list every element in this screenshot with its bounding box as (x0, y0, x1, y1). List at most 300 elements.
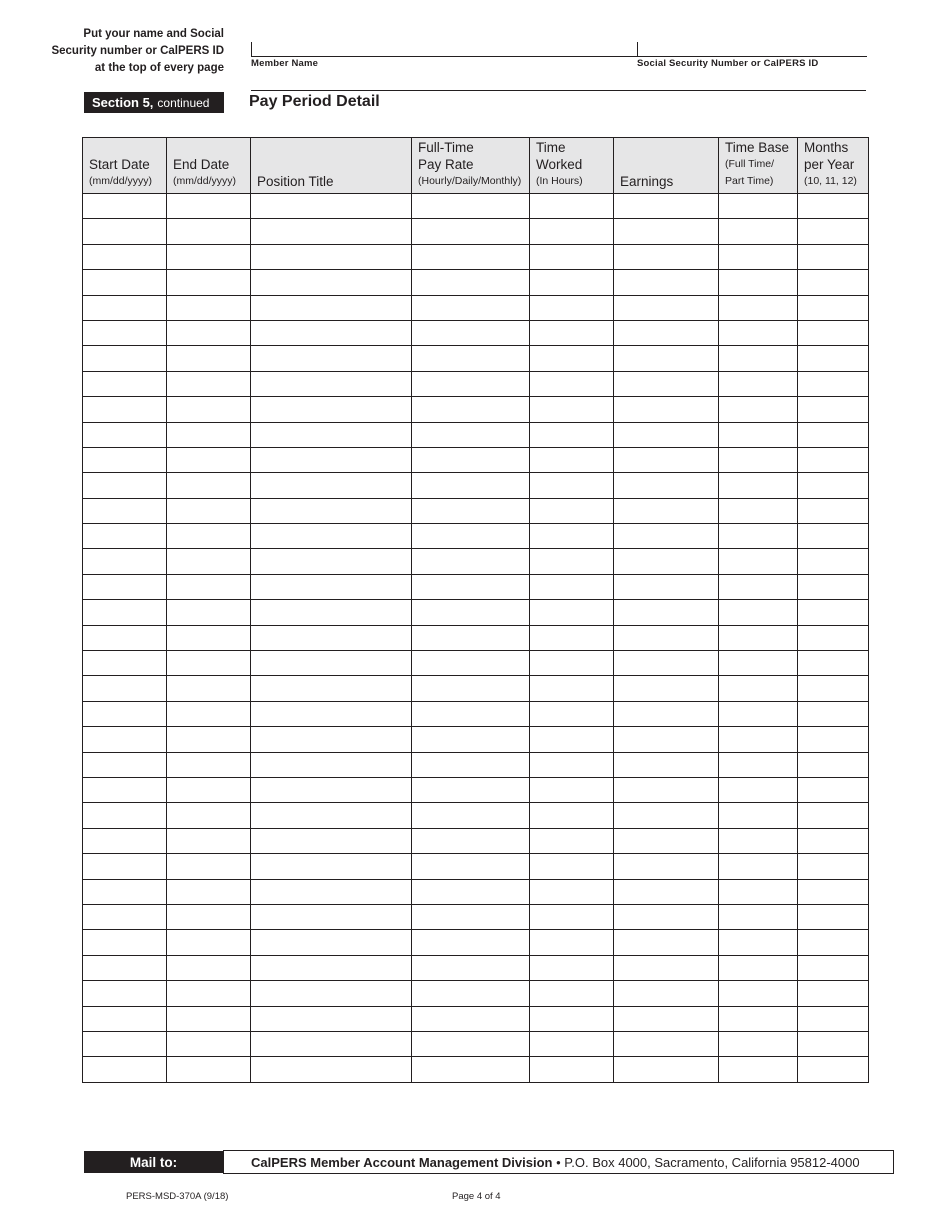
table-cell[interactable] (83, 955, 167, 980)
table-cell[interactable] (719, 828, 798, 853)
table-cell[interactable] (83, 854, 167, 879)
table-cell[interactable] (83, 397, 167, 422)
table-cell[interactable] (798, 854, 869, 879)
table-row (83, 879, 869, 904)
table-cell[interactable] (251, 600, 412, 625)
table-cell[interactable] (251, 524, 412, 549)
table-cell[interactable] (412, 524, 530, 549)
table-cell[interactable] (530, 320, 614, 345)
page-instructions (40, 26, 224, 77)
table-cell[interactable] (412, 955, 530, 980)
table-cell[interactable] (167, 422, 251, 447)
table-cell[interactable] (412, 320, 530, 345)
table-cell[interactable] (614, 270, 719, 295)
table-cell[interactable] (412, 498, 530, 523)
table-cell[interactable] (251, 904, 412, 929)
table-cell[interactable] (798, 473, 869, 498)
section-title: Pay Period Detail (249, 93, 380, 110)
table-cell[interactable] (251, 803, 412, 828)
table-cell[interactable] (83, 244, 167, 269)
table-cell[interactable] (251, 270, 412, 295)
table-cell[interactable] (251, 574, 412, 599)
table-cell[interactable] (167, 1031, 251, 1056)
table-cell[interactable] (719, 600, 798, 625)
table-cell[interactable] (251, 955, 412, 980)
table-cell[interactable] (412, 981, 530, 1006)
table-cell[interactable] (530, 777, 614, 802)
table-cell[interactable] (83, 727, 167, 752)
table-cell[interactable] (167, 803, 251, 828)
table-cell[interactable] (798, 777, 869, 802)
table-cell[interactable] (719, 524, 798, 549)
table-cell[interactable] (719, 930, 798, 955)
table-cell[interactable] (719, 447, 798, 472)
table-cell[interactable] (798, 270, 869, 295)
table-cell[interactable] (167, 955, 251, 980)
table-cell[interactable] (251, 981, 412, 1006)
table-cell[interactable] (251, 1057, 412, 1082)
table-row (83, 1006, 869, 1031)
table-cell[interactable] (798, 574, 869, 599)
table-cell[interactable] (412, 777, 530, 802)
table-cell[interactable] (614, 828, 719, 853)
table-cell[interactable] (719, 473, 798, 498)
table-cell[interactable] (167, 549, 251, 574)
table-cell[interactable] (719, 752, 798, 777)
table-cell[interactable] (251, 194, 412, 219)
table-cell[interactable] (530, 955, 614, 980)
table-cell[interactable] (798, 371, 869, 396)
table-cell[interactable] (251, 651, 412, 676)
table-cell[interactable] (798, 752, 869, 777)
table-cell[interactable] (614, 600, 719, 625)
table-row (83, 270, 869, 295)
table-cell[interactable] (251, 701, 412, 726)
table-cell[interactable] (83, 320, 167, 345)
table-cell[interactable] (83, 777, 167, 802)
table-cell[interactable] (798, 549, 869, 574)
table-cell[interactable] (798, 498, 869, 523)
table-cell[interactable] (798, 194, 869, 219)
table-cell[interactable] (412, 244, 530, 269)
table-cell[interactable] (412, 752, 530, 777)
table-row (83, 447, 869, 472)
mail-address: P.O. Box 4000, Sacramento, California 95812-4000 (564, 1154, 860, 1170)
table-cell[interactable] (167, 447, 251, 472)
table-cell[interactable] (530, 549, 614, 574)
table-cell[interactable] (412, 371, 530, 396)
table-cell[interactable] (798, 955, 869, 980)
table-cell[interactable] (614, 295, 719, 320)
table-cell[interactable] (530, 828, 614, 853)
column-header-hint: (Full Time/ (725, 158, 775, 170)
table-cell[interactable] (412, 549, 530, 574)
table-cell[interactable] (530, 371, 614, 396)
table-cell[interactable] (412, 422, 530, 447)
table-cell[interactable] (251, 549, 412, 574)
table-cell[interactable] (412, 219, 530, 244)
table-cell[interactable] (167, 1006, 251, 1031)
table-cell[interactable] (167, 981, 251, 1006)
table-cell[interactable] (614, 498, 719, 523)
table-cell[interactable] (83, 651, 167, 676)
table-cell[interactable] (83, 346, 167, 371)
table-cell[interactable] (251, 854, 412, 879)
table-cell[interactable] (798, 524, 869, 549)
table-cell[interactable] (251, 371, 412, 396)
table-cell[interactable] (614, 651, 719, 676)
table-cell[interactable] (614, 701, 719, 726)
table-cell[interactable] (167, 600, 251, 625)
table-cell[interactable] (614, 447, 719, 472)
table-cell[interactable] (719, 397, 798, 422)
table-cell[interactable] (412, 1031, 530, 1056)
table-cell[interactable] (798, 346, 869, 371)
table-cell[interactable] (798, 447, 869, 472)
table-cell[interactable] (251, 422, 412, 447)
table-cell[interactable] (167, 244, 251, 269)
table-cell[interactable] (719, 879, 798, 904)
table-cell[interactable] (719, 219, 798, 244)
table-cell[interactable] (614, 219, 719, 244)
table-cell[interactable] (798, 701, 869, 726)
table-cell[interactable] (798, 930, 869, 955)
table-cell[interactable] (167, 194, 251, 219)
table-cell[interactable] (719, 904, 798, 929)
table-cell[interactable] (83, 422, 167, 447)
table-cell[interactable] (251, 752, 412, 777)
table-row (83, 777, 869, 802)
column-header-label: Start Date (89, 157, 150, 172)
table-cell[interactable] (412, 828, 530, 853)
table-cell[interactable] (614, 854, 719, 879)
table-cell[interactable] (614, 194, 719, 219)
table-cell[interactable] (719, 270, 798, 295)
table-cell[interactable] (530, 574, 614, 599)
ssn-field[interactable] (637, 42, 867, 57)
table-cell[interactable] (719, 727, 798, 752)
table-cell[interactable] (719, 194, 798, 219)
table-cell[interactable] (719, 371, 798, 396)
table-cell[interactable] (530, 422, 614, 447)
table-cell[interactable] (412, 930, 530, 955)
table-cell[interactable] (719, 676, 798, 701)
table-row (83, 625, 869, 650)
table-cell[interactable] (614, 524, 719, 549)
table-cell[interactable] (530, 600, 614, 625)
table-cell[interactable] (798, 422, 869, 447)
table-cell[interactable] (530, 625, 614, 650)
table-cell[interactable] (614, 955, 719, 980)
table-cell[interactable] (412, 701, 530, 726)
table-cell[interactable] (83, 701, 167, 726)
table-cell[interactable] (719, 777, 798, 802)
section-tag (84, 92, 224, 113)
table-cell[interactable] (614, 320, 719, 345)
table-cell[interactable] (412, 447, 530, 472)
table-cell[interactable] (719, 320, 798, 345)
table-cell[interactable] (798, 727, 869, 752)
table-cell[interactable] (251, 346, 412, 371)
table-cell[interactable] (167, 651, 251, 676)
table-row (83, 727, 869, 752)
table-cell[interactable] (83, 625, 167, 650)
table-cell[interactable] (614, 244, 719, 269)
table-cell[interactable] (83, 371, 167, 396)
table-cell[interactable] (251, 777, 412, 802)
table-cell[interactable] (614, 879, 719, 904)
table-cell[interactable] (251, 295, 412, 320)
table-cell[interactable] (798, 397, 869, 422)
table-cell[interactable] (530, 1057, 614, 1082)
table-cell[interactable] (614, 727, 719, 752)
table-cell[interactable] (412, 295, 530, 320)
table-cell[interactable] (251, 727, 412, 752)
table-cell[interactable] (719, 955, 798, 980)
table-cell[interactable] (167, 346, 251, 371)
table-cell[interactable] (412, 879, 530, 904)
table-cell[interactable] (719, 295, 798, 320)
table-cell[interactable] (412, 1006, 530, 1031)
table-row (83, 600, 869, 625)
table-cell[interactable] (167, 219, 251, 244)
table-cell[interactable] (798, 244, 869, 269)
table-cell[interactable] (83, 447, 167, 472)
table-cell[interactable] (83, 270, 167, 295)
table-cell[interactable] (167, 727, 251, 752)
table-cell[interactable] (83, 930, 167, 955)
table-cell[interactable] (251, 828, 412, 853)
table-cell[interactable] (719, 701, 798, 726)
table-cell[interactable] (412, 574, 530, 599)
table-cell[interactable] (614, 549, 719, 574)
table-cell[interactable] (798, 320, 869, 345)
table-cell[interactable] (167, 701, 251, 726)
table-cell[interactable] (614, 981, 719, 1006)
table-cell[interactable] (251, 320, 412, 345)
table-cell[interactable] (530, 676, 614, 701)
table-cell[interactable] (412, 676, 530, 701)
table-cell[interactable] (83, 194, 167, 219)
table-cell[interactable] (251, 219, 412, 244)
table-cell[interactable] (719, 244, 798, 269)
table-cell[interactable] (798, 651, 869, 676)
table-cell[interactable] (614, 904, 719, 929)
table-cell[interactable] (719, 651, 798, 676)
table-cell[interactable] (412, 854, 530, 879)
table-cell[interactable] (167, 879, 251, 904)
table-cell[interactable] (530, 930, 614, 955)
table-cell[interactable] (251, 498, 412, 523)
table-cell[interactable] (614, 1057, 719, 1082)
table-cell[interactable] (719, 625, 798, 650)
table-cell[interactable] (719, 422, 798, 447)
table-cell[interactable] (167, 904, 251, 929)
table-cell[interactable] (83, 498, 167, 523)
table-cell[interactable] (530, 270, 614, 295)
table-cell[interactable] (530, 879, 614, 904)
table-cell[interactable] (798, 981, 869, 1006)
table-cell[interactable] (167, 320, 251, 345)
table-cell[interactable] (251, 1006, 412, 1031)
table-cell[interactable] (83, 549, 167, 574)
table-cell[interactable] (167, 625, 251, 650)
column-header-label: Worked (536, 157, 583, 172)
table-cell[interactable] (530, 498, 614, 523)
table-cell[interactable] (719, 854, 798, 879)
table-cell[interactable] (167, 524, 251, 549)
table-cell[interactable] (614, 397, 719, 422)
table-cell[interactable] (83, 295, 167, 320)
table-cell[interactable] (412, 346, 530, 371)
table-cell[interactable] (83, 1057, 167, 1082)
table-cell[interactable] (798, 904, 869, 929)
table-cell[interactable] (614, 473, 719, 498)
table-cell[interactable] (530, 346, 614, 371)
table-cell[interactable] (167, 930, 251, 955)
table-cell[interactable] (719, 346, 798, 371)
table-cell[interactable] (412, 473, 530, 498)
table-cell[interactable] (251, 473, 412, 498)
table-cell[interactable] (614, 777, 719, 802)
table-cell[interactable] (83, 803, 167, 828)
table-cell[interactable] (614, 574, 719, 599)
table-cell[interactable] (798, 828, 869, 853)
table-cell[interactable] (719, 498, 798, 523)
table-cell[interactable] (251, 244, 412, 269)
table-cell[interactable] (530, 295, 614, 320)
table-cell[interactable] (251, 1031, 412, 1056)
table-cell[interactable] (167, 854, 251, 879)
table-cell[interactable] (530, 397, 614, 422)
table-cell[interactable] (251, 447, 412, 472)
table-cell[interactable] (530, 981, 614, 1006)
table-cell[interactable] (412, 1057, 530, 1082)
table-cell[interactable] (798, 1057, 869, 1082)
table-cell[interactable] (719, 1057, 798, 1082)
table-cell[interactable] (83, 574, 167, 599)
table-cell[interactable] (83, 524, 167, 549)
table-cell[interactable] (614, 625, 719, 650)
table-cell[interactable] (530, 904, 614, 929)
table-cell[interactable] (614, 752, 719, 777)
table-cell[interactable] (530, 1031, 614, 1056)
table-cell[interactable] (798, 803, 869, 828)
table-cell[interactable] (83, 879, 167, 904)
table-cell[interactable] (719, 1031, 798, 1056)
table-cell[interactable] (798, 600, 869, 625)
table-cell[interactable] (530, 701, 614, 726)
table-cell[interactable] (167, 777, 251, 802)
column-header-label: Months (804, 140, 849, 155)
table-cell[interactable] (614, 676, 719, 701)
table-cell[interactable] (614, 930, 719, 955)
table-cell[interactable] (251, 625, 412, 650)
table-cell[interactable] (614, 1031, 719, 1056)
table-cell[interactable] (251, 879, 412, 904)
table-cell[interactable] (412, 625, 530, 650)
table-cell[interactable] (167, 498, 251, 523)
table-cell[interactable] (614, 422, 719, 447)
table-cell[interactable] (798, 625, 869, 650)
table-cell[interactable] (719, 549, 798, 574)
table-cell[interactable] (167, 1057, 251, 1082)
table-cell[interactable] (83, 1031, 167, 1056)
table-cell[interactable] (251, 930, 412, 955)
table-cell[interactable] (412, 651, 530, 676)
table-cell[interactable] (412, 397, 530, 422)
table-cell[interactable] (798, 879, 869, 904)
table-cell[interactable] (530, 727, 614, 752)
table-cell[interactable] (83, 981, 167, 1006)
table-cell[interactable] (530, 244, 614, 269)
table-cell[interactable] (530, 194, 614, 219)
table-cell[interactable] (614, 371, 719, 396)
table-cell[interactable] (83, 752, 167, 777)
table-cell[interactable] (798, 219, 869, 244)
table-cell[interactable] (412, 904, 530, 929)
table-cell[interactable] (83, 473, 167, 498)
table-cell[interactable] (167, 473, 251, 498)
member-name-field[interactable] (251, 42, 638, 57)
table-cell[interactable] (719, 981, 798, 1006)
table-cell[interactable] (798, 1031, 869, 1056)
table-row (83, 904, 869, 929)
table-cell[interactable] (719, 803, 798, 828)
table-cell[interactable] (167, 270, 251, 295)
table-cell[interactable] (251, 397, 412, 422)
table-cell[interactable] (412, 727, 530, 752)
table-cell[interactable] (719, 1006, 798, 1031)
table-cell[interactable] (83, 828, 167, 853)
table-cell[interactable] (530, 524, 614, 549)
table-cell[interactable] (167, 574, 251, 599)
table-cell[interactable] (530, 447, 614, 472)
table-cell[interactable] (614, 803, 719, 828)
table-cell[interactable] (83, 904, 167, 929)
table-cell[interactable] (719, 574, 798, 599)
table-cell[interactable] (798, 676, 869, 701)
table-cell[interactable] (530, 473, 614, 498)
table-cell[interactable] (412, 270, 530, 295)
table-cell[interactable] (83, 600, 167, 625)
table-cell[interactable] (530, 651, 614, 676)
table-cell[interactable] (83, 676, 167, 701)
table-cell[interactable] (167, 676, 251, 701)
table-cell[interactable] (530, 219, 614, 244)
table-cell[interactable] (83, 219, 167, 244)
table-cell[interactable] (798, 1006, 869, 1031)
table-cell[interactable] (530, 752, 614, 777)
table-cell[interactable] (167, 371, 251, 396)
table-cell[interactable] (530, 803, 614, 828)
table-cell[interactable] (167, 828, 251, 853)
table-cell[interactable] (798, 295, 869, 320)
table-cell[interactable] (167, 397, 251, 422)
table-cell[interactable] (614, 346, 719, 371)
table-cell[interactable] (167, 295, 251, 320)
table-cell[interactable] (412, 194, 530, 219)
table-row (83, 676, 869, 701)
table-cell[interactable] (412, 600, 530, 625)
table-cell[interactable] (614, 1006, 719, 1031)
table-cell[interactable] (83, 1006, 167, 1031)
table-cell[interactable] (530, 1006, 614, 1031)
table-cell[interactable] (251, 676, 412, 701)
table-cell[interactable] (530, 854, 614, 879)
table-cell[interactable] (412, 803, 530, 828)
table-cell[interactable] (167, 752, 251, 777)
